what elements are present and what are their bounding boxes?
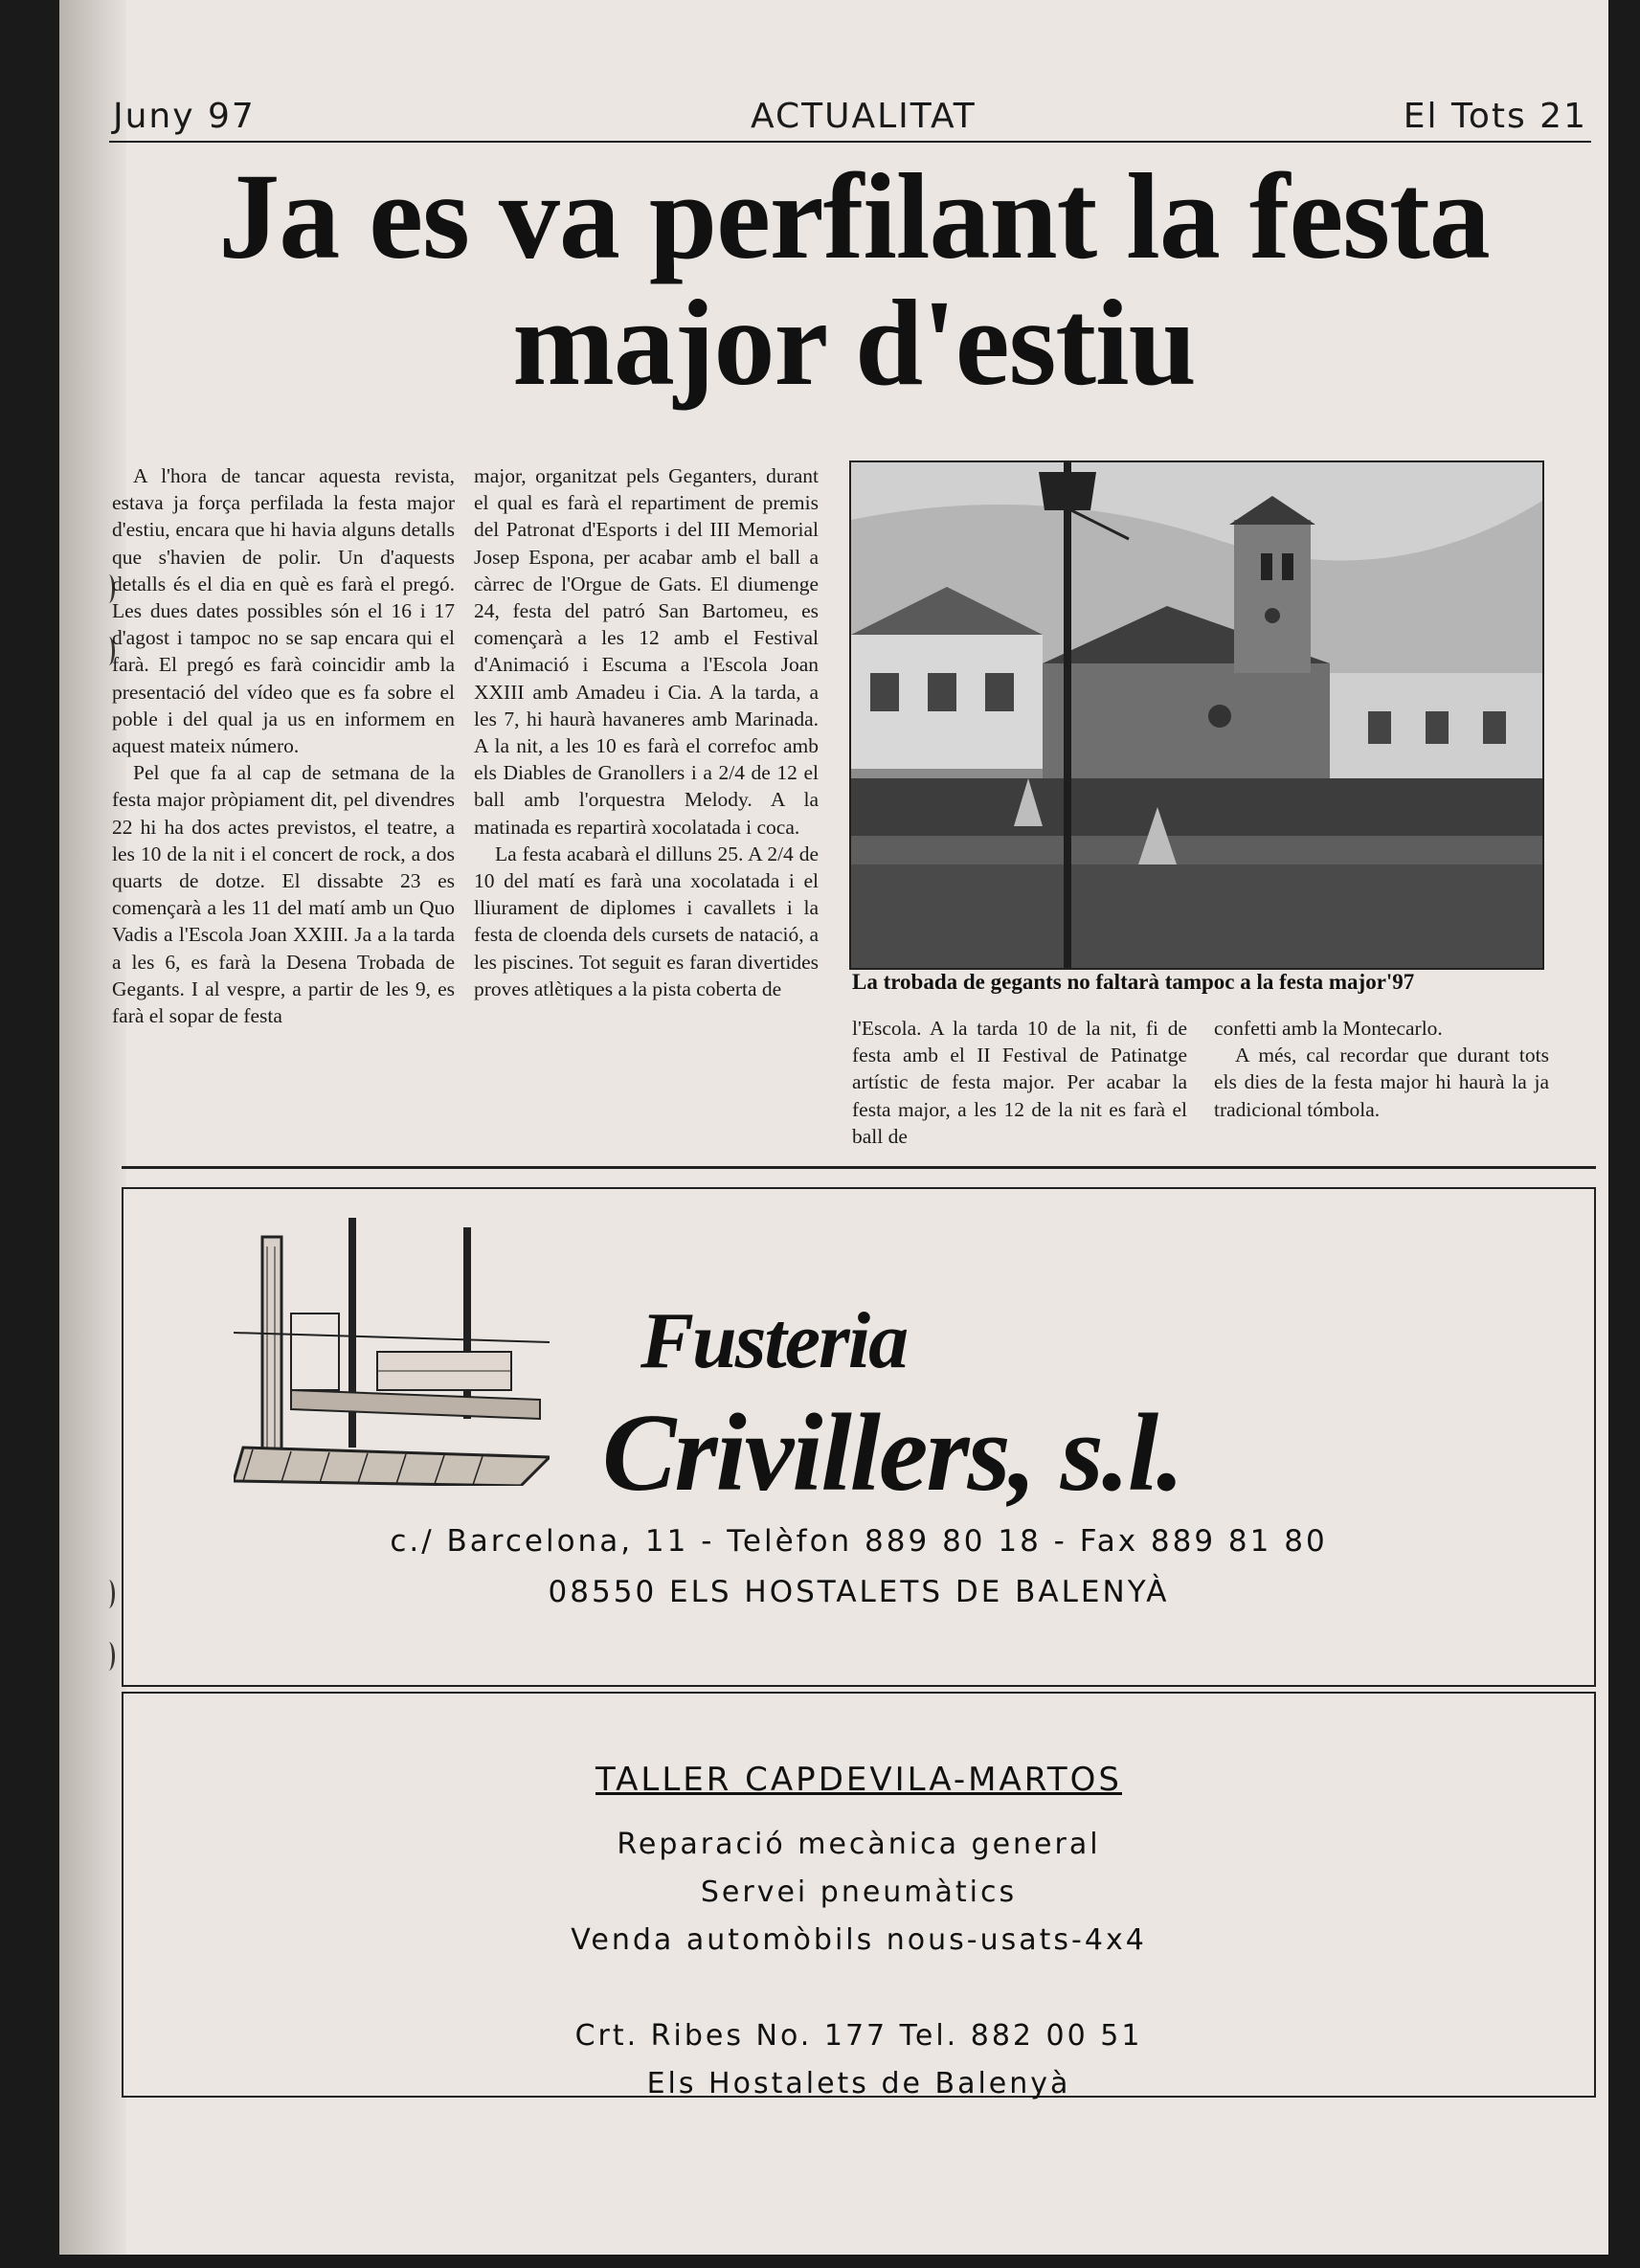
- issue-date: Juny 97: [113, 97, 256, 136]
- village-square-photo: [851, 462, 1542, 968]
- business-city: Els Hostalets de Balenyà: [646, 2067, 1071, 2100]
- carpentry-illustration: [234, 1218, 550, 1486]
- article-column-4: [1214, 1015, 1549, 1123]
- advertisement-fusteria: [122, 1187, 1596, 1687]
- article-column-2: [474, 462, 819, 1002]
- article-paragraph: major, organitzat pels Geganters, durant el qual es farà el repartiment de premis del Patronat d'Esports i del III Memorial Josep Espona, per acabar amb el ball a càrrec de l'Orgue de Gats. El diumenge 24, festa del patró San Bartomeu, es començarà a les 12 amb el Festival d'Animació i Escuma a l'Escola Joan XXIII amb Amadeu i Cia. A la tarda, a les 7, hi haurà havaneres amb Marinada. A la nit, a les 10 es farà el correfoc amb els Diables de Granollers i a 2/4 de 12 el ball amb l'orquestra Melody. A la matinada es repartirà xocolatada i coca.: [474, 464, 819, 839]
- business-address: Crt. Ribes No. 177 Tel. 882 00 51: [574, 2019, 1143, 2053]
- article-paragraph: A més, cal recordar que durant tots els dies de la festa major hi haurà la ja tradicional tómbola.: [1214, 1044, 1549, 1121]
- brand-name-line1: Fusteria: [640, 1296, 908, 1385]
- section-divider: [122, 1166, 1596, 1169]
- article-paragraph: La festa acabarà el dilluns 25. A 2/4 de 10 del matí es farà una xocolatada i el lliurament de diplomes i cavallets i la festa de cloenda dels cursets de natació, a les piscines. Tot seguit es faran divertides proves atlètiques a la pista coberta de: [474, 842, 819, 1000]
- advertisement-taller: [122, 1692, 1596, 2098]
- business-city: 08550 ELS HOSTALETS DE BALENYÀ: [548, 1575, 1170, 1609]
- binding-mark: [102, 1580, 115, 1608]
- article-paragraph: Pel que fa al cap de setmana de la festa major pròpiament dit, pel divendres 22 hi ha dos actes previstos, el teatre, a les 10 de la nit i el concert de rock, a dos quarts de dotze. El dissabte 23 es començarà a les 11 del matí amb un Quo Vadis a l'Escola Joan XXIII. Ja a la tarda a les 6, es farà la Desena Trobada de Gegants. I al vespre, a partir de les 9, es farà el sopar de festa: [112, 761, 455, 1028]
- service-line: Reparació mecànica general: [617, 1828, 1101, 1861]
- page-header: [109, 91, 1591, 143]
- business-address: c./ Barcelona, 11 - Telèfon 889 80 18 - Fax 889 81 80: [390, 1524, 1328, 1559]
- brand-name-line2: Crivillers, s.l.: [602, 1392, 1183, 1515]
- magazine-page: [59, 0, 1608, 2255]
- page-gutter: [59, 0, 126, 2255]
- article-paragraph: A l'hora de tancar aquesta revista, estava ja força perfilada la festa major d'estiu, encara que hi havia alguns detalls que s'havien de polir. Un d'aquests detalls és el dia en què es farà el pregó. Les dues dates possibles són el 16 i 17 d'agost i tampoc no se sap encara qui el farà. El pregó es farà coincidir amb la presentació del vídeo que es fa sobre el poble i del qual ja us en informem en aquest mateix número.: [112, 464, 455, 758]
- article-paragraph: l'Escola. A la tarda 10 de la nit, fi de festa amb el II Festival de Patinatge artístic de festa major. Per acabar la festa major, a les 12 de la nit es farà el ball de: [852, 1017, 1187, 1148]
- article-headline: Ja es va perfilant la festa major d'estiu: [218, 148, 1490, 411]
- binding-mark: [102, 1642, 115, 1671]
- article-paragraph: confetti amb la Montecarlo.: [1214, 1017, 1443, 1040]
- article-column-3: [852, 1015, 1187, 1150]
- section-title: ACTUALITAT: [751, 97, 977, 136]
- service-line: Servei pneumàtics: [700, 1875, 1018, 1909]
- publication-page: El Tots 21: [1403, 97, 1587, 136]
- article-photo: [849, 460, 1544, 970]
- article-column-1: [112, 462, 455, 1029]
- service-line: Venda automòbils nous-usats-4x4: [571, 1923, 1147, 1957]
- photo-caption: La trobada de gegants no faltarà tampoc a la festa major'97: [852, 970, 1415, 994]
- business-name: TALLER CAPDEVILA-MARTOS: [595, 1761, 1122, 1799]
